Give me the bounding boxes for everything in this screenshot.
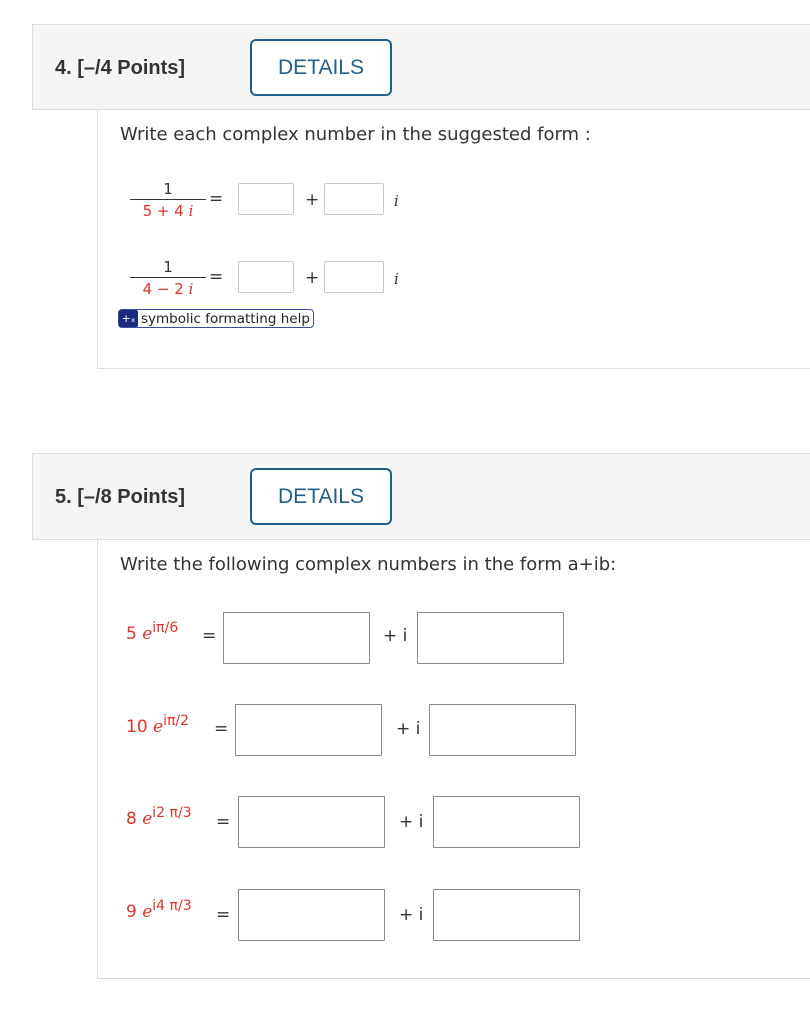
help-label: symbolic formatting help [141,310,310,327]
expression-1: 5 $e^{i\pi/6}$ [126,620,179,644]
q5-row3-imag-input[interactable] [433,796,580,848]
question-4-header [32,24,810,110]
q4-row2-real-input[interactable] [238,261,294,293]
q5-row4-real-input[interactable] [238,889,385,941]
fraction-2 [130,257,206,298]
q5-row2-imag-input[interactable] [429,704,576,756]
fraction-1-numerator: 1 [163,180,173,198]
plus-sign: + [305,190,320,210]
question-4-number: 4. [–/4 Points] [55,57,186,79]
equals-sign: = [216,812,231,832]
q4-row1-real-input[interactable] [238,183,294,215]
plus-i-label: + i [396,719,421,739]
equals-sign: = [216,905,231,925]
q5-row1-real-input[interactable] [223,612,370,664]
question-4-prompt: Write each complex number in the suggested form : [120,124,591,145]
q5-row1-imag-input[interactable] [417,612,564,664]
question-5-details-button[interactable]: DETAILS [250,468,392,525]
question-4-details-button[interactable]: DETAILS [250,39,392,96]
symbolic-formatting-help-button[interactable] [118,309,314,328]
imaginary-unit: i [394,192,399,210]
q5-row2-real-input[interactable] [235,704,382,756]
math-symbols-icon: +ₓ [119,310,138,327]
q4-row2-imag-input[interactable] [324,261,384,293]
equals-sign: = [209,189,224,209]
plus-i-label: + i [399,812,424,832]
expression-4: 9 $e^{i4 \pi/3}$ [126,898,192,922]
equals-sign: = [202,626,217,646]
question-5-header [32,453,810,540]
plus-i-label: + i [399,905,424,925]
fraction-1-denominator: 5 + 4 i [142,202,194,220]
q5-row3-real-input[interactable] [238,796,385,848]
expression-2: 10 $e^{i\pi/2}$ [126,713,190,737]
plus-i-label: + i [383,626,408,646]
fraction-2-numerator: 1 [163,258,173,276]
question-5-body [97,540,810,979]
expression-3: 8 $e^{i2 \pi/3}$ [126,805,192,829]
question-5-prompt: Write the following complex numbers in the form a+ib: [120,554,617,575]
equals-sign: = [209,267,224,287]
question-5-number: 5. [–/8 Points] [55,486,186,508]
equals-sign: = [214,719,229,739]
q5-row4-imag-input[interactable] [433,889,580,941]
plus-sign: + [305,268,320,288]
imaginary-unit: i [394,270,399,288]
fraction-2-denominator: 4 − 2 i [142,280,194,298]
fraction-1 [130,179,206,220]
q4-row1-imag-input[interactable] [324,183,384,215]
question-4-body [97,110,810,369]
